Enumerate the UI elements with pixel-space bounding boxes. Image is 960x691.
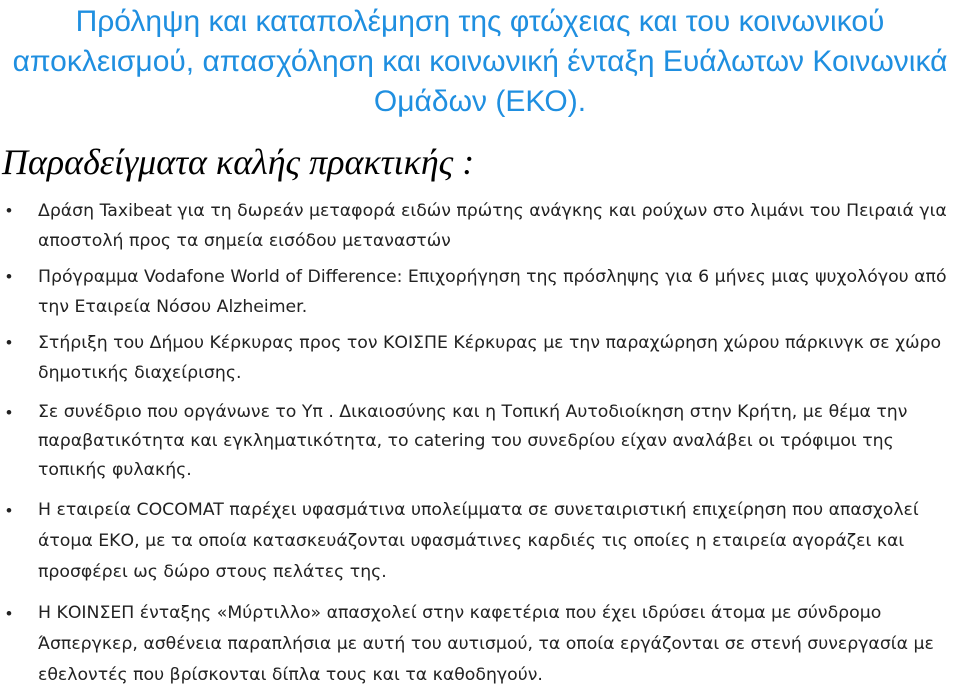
bullet-text: Σε συνέδριο που οργάνωνε το Υπ . Δικαιοσύνης και η Τοπική Αυτοδιοίκηση στην Κρήτη, με θέμα την παραβατικότητα και εγκληματικότητα, το catering του συνεδρίου είχαν αναλάβει οι τρόφιμοι της τοπικής φυλακής.: [38, 402, 908, 480]
bullet-text: Δράση Taxibeat για τη δωρεάν μεταφορά ειδών πρώτης ανάγκης και ρούχων στο λιμάνι του Πειραιά για αποστολή προς τα σημεία εισόδου μεταναστών: [38, 201, 947, 251]
bullet-icon: •: [6, 333, 12, 352]
bullet-icon: •: [6, 267, 12, 286]
bullet-icon: •: [6, 403, 12, 422]
bullet-item-conference: [0, 398, 960, 485]
bullet-text: Η εταιρεία COCOMAT παρέχει υφασμάτινα υπολείμματα σε συνεταιριστική επιχείρηση που απασχολεί άτομα ΕΚΟ, με τα οποία κατασκευάζονται υφασμάτινες καρδιές τις οποίες η εταιρεία αγοράζει και προσφέρει ως δώρο στους πελάτες της.: [38, 500, 919, 582]
bullet-text: Πρόγραμμα Vodafone World of Difference: Επιχορήγηση της πρόσληψης για 6 μήνες μιας ψυχολόγου από την Εταιρεία Νόσου Alzheimer.: [38, 267, 947, 317]
bullet-item-cocomat: [0, 495, 960, 588]
bullet-item-vodafone: [0, 262, 960, 322]
bullet-text: Στήριξη του Δήμου Κέρκυρας προς τον ΚΟΙΣΠΕ Κέρκυρας με την παραχώρηση χώρου πάρκινγκ σε χώρο δημοτικής διαχείρισης.: [38, 333, 942, 383]
bullet-item-taxibeat: [0, 196, 960, 256]
slide-subtitle: Παραδείγματα καλής πρακτικής :: [2, 142, 475, 182]
bullet-item-kerkyra: [0, 328, 960, 388]
bullet-icon: •: [6, 501, 12, 520]
bullet-item-myrtillo: [0, 598, 960, 691]
bullet-icon: •: [6, 201, 12, 220]
bullet-text: Η ΚΟΙΝΣΕΠ ένταξης «Μύρτιλλο» απασχολεί στην καφετέρια που έχει ιδρύσει άτομα με σύνδρομο Άσπεργκερ, ασθένεια παραπλήσια με αυτή του αυτισμού, τα οποία εργάζονται σε στενή συνεργασία με εθελοντές που βρίσκονται δίπλα τους και τα καθοδηγούν.: [38, 603, 934, 685]
bullet-list: [0, 196, 960, 691]
slide-title: Πρόληψη και καταπολέμηση της φτώχειας και του κοινωνικού αποκλεισμού, απασχόληση και κοινωνική ένταξη Ευάλωτων Κοινωνικά Ομάδων (ΕΚΟ).: [12, 5, 948, 118]
bullet-icon: •: [6, 604, 12, 623]
